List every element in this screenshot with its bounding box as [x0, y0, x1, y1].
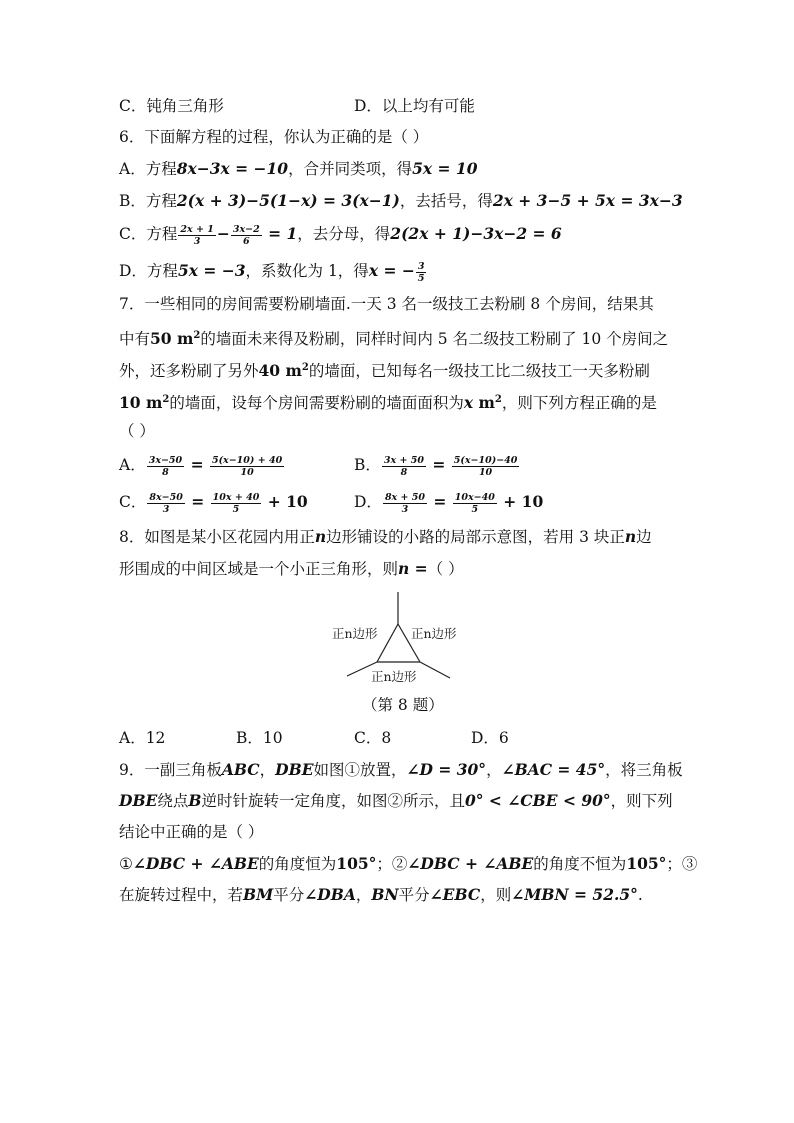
q6-d-frac-den: 5	[417, 272, 425, 284]
fig-label-bottom: 正n边形	[371, 669, 417, 684]
q6-d-frac	[416, 261, 427, 284]
q9-l1c: ，	[259, 761, 276, 779]
q9-l1f: ∠D = 30°	[406, 760, 487, 779]
q9-line-3: 结论中正确的是（ ）	[119, 823, 264, 841]
q7-b-right-frac	[452, 455, 520, 478]
q6-c-frac1-num: 2x + 1	[180, 223, 214, 235]
q7-b-left-frac	[382, 455, 426, 478]
q6-c-frac2-num: 3x−2	[232, 223, 260, 235]
q9-l4e: ；②	[376, 855, 408, 873]
q8-option-a: A．12	[119, 729, 166, 747]
q9-l1d: DBE	[275, 760, 314, 779]
q9-line-1	[119, 759, 683, 781]
q6-d-eq: 5x = −3	[177, 261, 246, 280]
q6-c-eqr: = 1	[262, 224, 298, 243]
q9-line-5	[119, 884, 643, 906]
q7-b-label: B．	[354, 456, 381, 474]
q7-d-left-num: 8x + 50	[384, 491, 426, 503]
q6-option-b	[119, 190, 683, 212]
q8-l1a: 8．如图是某小区花园内用正	[119, 528, 315, 546]
q9-l4b: ∠DBC + ∠ABE	[132, 854, 259, 873]
q9-l1a: 9．一副三角板	[119, 761, 222, 779]
q7-line-5: （ ）	[119, 422, 155, 440]
q6-a-lead: A．方程	[119, 160, 177, 178]
q5-option-d: D．以上均有可能	[354, 97, 475, 115]
q8-figure	[320, 588, 480, 688]
fig-label-right: 正n边形	[411, 626, 457, 641]
q7-l4d: x	[463, 393, 474, 413]
q7-d-right-num: 10x−40	[454, 491, 495, 503]
q9-l4g: 的角度不恒为	[533, 855, 627, 873]
q7-l3b: 40 m	[258, 361, 302, 381]
q6-b-res: 2x + 3−5 + 5x = 3x−3	[492, 191, 683, 210]
q7-option-a: A． $\frac{3x-50}{8}$ = $\frac{5(x-10) + 40}{10}$	[119, 454, 283, 478]
q9-l1i: ，将三角板	[605, 761, 683, 779]
q7-c-left-num: 8x−50	[149, 491, 183, 503]
q9-l5g: 平分	[398, 886, 430, 904]
q8-option-d: D．6	[471, 729, 509, 747]
q9-l5e: ，	[355, 886, 372, 904]
q6-option-a	[119, 158, 478, 180]
q7-c-label: C．	[119, 493, 147, 511]
q9-l4d: 105°	[336, 854, 377, 873]
q6-c-mid: ，去分母，得	[297, 225, 391, 243]
q6-option-d	[119, 260, 427, 284]
q8-l2b: n =	[398, 559, 428, 578]
q6-d-resl: x = −	[368, 261, 415, 280]
q8-option-b: B．10	[236, 729, 283, 747]
q6-a-res: 5x = 10	[412, 159, 478, 178]
q6-c-frac2-den: 6	[242, 235, 250, 247]
q7-a-left-den: 8	[162, 466, 169, 478]
q6-b-lead: B．方程	[119, 192, 177, 210]
q7-line-2	[119, 325, 668, 350]
q7-d-left-frac	[383, 492, 427, 515]
q9-l1g: ，	[486, 761, 502, 779]
q7-b-right-den: 10	[478, 466, 493, 478]
q9-l5d: ∠DBA	[304, 885, 356, 904]
q7-l4a: 10 m	[119, 393, 163, 413]
q9-l4f: ∠DBC + ∠ABE	[407, 854, 534, 873]
q7-b-left-num: 3x + 50	[383, 454, 424, 466]
q7-a-right-num: 5(x−10) + 40	[211, 454, 283, 466]
q7-l3c: 2	[301, 362, 309, 373]
q9-l1e: 如图①放置，	[313, 761, 407, 779]
q6-c-res: 2(2x + 1)−3x−2 = 6	[390, 224, 562, 243]
q7-a-left-num: 3x−50	[148, 454, 183, 466]
q6-a-mid: ，合并同类项，得	[288, 160, 413, 178]
q9-l2b: 绕点	[157, 792, 189, 810]
q9-l1h: ∠BAC = 45°	[501, 760, 606, 779]
q7-c-left-den: 3	[162, 503, 170, 515]
q6-c-frac2	[231, 224, 262, 247]
q8-l1d: n	[624, 527, 637, 546]
q7-a-label: A．	[119, 456, 146, 474]
q7-l3d: 的墙面，已知每名一级技工比二级技工一天多粉刷	[308, 362, 650, 381]
q9-l5a: 在旋转过程中，若	[119, 886, 244, 904]
q9-l4a: ①	[119, 855, 133, 873]
q5-option-c: C．钝角三角形	[119, 97, 224, 115]
q7-l2c: 2	[193, 330, 201, 341]
q7-l3a: 外，还多粉刷了另外	[119, 362, 259, 381]
q7-d-label: D．	[354, 493, 382, 511]
q7-a-right-frac	[210, 455, 284, 478]
q7-c-right-den: 5	[232, 503, 240, 515]
q7-line-1: 7．一些相同的房间需要粉刷墙面.一天 3 名一级技工去粉刷 8 个房间，结果其	[119, 295, 654, 313]
q7-d-right-den: 5	[471, 503, 479, 515]
q9-l5k: .	[637, 886, 643, 904]
q9-line-2	[119, 790, 673, 812]
q7-line-3	[119, 357, 650, 382]
q9-l1b: ABC	[221, 760, 260, 779]
q9-l4i: ；③	[666, 855, 698, 873]
q6-c-frac1	[178, 224, 215, 247]
q7-b-left-den: 8	[400, 466, 408, 478]
q9-l2d: 逆时针旋转一定角度，如图②所示，且	[201, 792, 465, 810]
q9-l5h: ∠EBC	[429, 885, 481, 904]
q9-l2c: B	[188, 791, 202, 810]
q6-d-lead: D．方程	[119, 262, 178, 280]
q9-l2e: 0° < ∠CBE < 90°	[465, 791, 611, 810]
q8-line-2	[119, 558, 464, 580]
q8-l2c: （ ）	[427, 560, 464, 578]
q7-l2b: 50 m	[150, 329, 194, 349]
q8-caption: （第 8 题）	[362, 696, 444, 714]
q8-l1c: 边形铺设的小路的局部示意图，若用 3 块正	[326, 528, 625, 546]
q7-d-right-frac	[453, 492, 497, 515]
q7-option-d: D． $\frac{8x + 50}{3}$ = $\frac{10x-40}{5}$ + 10	[354, 491, 544, 515]
q7-c-left-frac	[147, 492, 184, 515]
q7-l4e: m	[473, 393, 495, 413]
q6-d-frac-num: 3	[417, 260, 425, 272]
q9-l4c: 的角度恒为	[258, 855, 337, 873]
q7-l4g: ，则下列方程正确的是	[501, 394, 657, 413]
q7-l4b: 2	[162, 394, 170, 405]
fig-triangle-left	[377, 624, 398, 662]
q6-c-lead: C．方程	[119, 225, 178, 243]
q7-l4c: 的墙面，设每个房间需要粉刷的墙面面积为	[169, 394, 464, 413]
q6-a-eq: 8x−3x = −10	[176, 159, 289, 178]
q6-d-mid: ，系数化为 1，得	[245, 262, 369, 280]
q9-l2f: ，则下列	[610, 792, 673, 810]
q8-l1b: n	[314, 527, 327, 546]
q7-d-left-den: 3	[401, 503, 409, 515]
q6-option-c	[119, 223, 562, 247]
q7-a-right-den: 10	[240, 466, 254, 478]
q7-l2a: 中有	[119, 330, 151, 349]
q6-stem: 6．下面解方程的过程，你认为正确的是（ ）	[119, 128, 429, 146]
fig-label-left: 正n边形	[332, 626, 378, 641]
q7-a-left-frac	[147, 455, 184, 478]
q8-line-1	[119, 526, 652, 548]
q8-l2a: 形围成的中间区域是一个小正三角形，则	[119, 560, 399, 578]
q6-c-frac1-den: 3	[193, 235, 201, 247]
q7-d-tail: + 10	[497, 492, 544, 511]
fig-line-right	[420, 662, 450, 678]
q6-b-mid: ，去括号，得	[399, 192, 493, 210]
q9-l5c: 平分	[273, 886, 305, 904]
q7-c-right-frac	[211, 492, 262, 515]
q7-b-right-num: 5(x−10)−40	[453, 454, 518, 466]
q9-l5j: ∠MBN = 52.5°	[511, 885, 638, 904]
q6-b-eq: 2(x + 3)−5(1−x) = 3(x−1)	[176, 191, 400, 210]
q9-line-4	[119, 853, 697, 875]
q7-l4f: 2	[494, 394, 502, 405]
q7-c-tail: + 10	[262, 492, 308, 511]
q7-line-4	[119, 389, 657, 414]
q7-option-c: C． $\frac{8x-50}{3}$ = $\frac{10x + 40}{5}$ + 10	[119, 491, 308, 515]
q9-l2a: DBE	[119, 791, 158, 810]
q6-c-minus: −	[216, 224, 230, 243]
q8-l1e: 边	[636, 528, 652, 546]
q8-option-c: C．8	[354, 729, 392, 747]
q9-l4h: 105°	[626, 854, 667, 873]
q9-l5i: ，则	[480, 886, 512, 904]
q7-option-b: B． $\frac{3x + 50}{8}$ = $\frac{5(x-10)-40}{10}$	[354, 454, 518, 478]
q9-l5b: BM	[243, 885, 274, 904]
q9-l5f: BN	[371, 885, 399, 904]
q7-l2d: 的墙面未来得及粉刷，同样时间内 5 名二级技工粉刷了 10 个房间之	[200, 330, 669, 349]
q7-c-right-num: 10x + 40	[212, 491, 260, 503]
